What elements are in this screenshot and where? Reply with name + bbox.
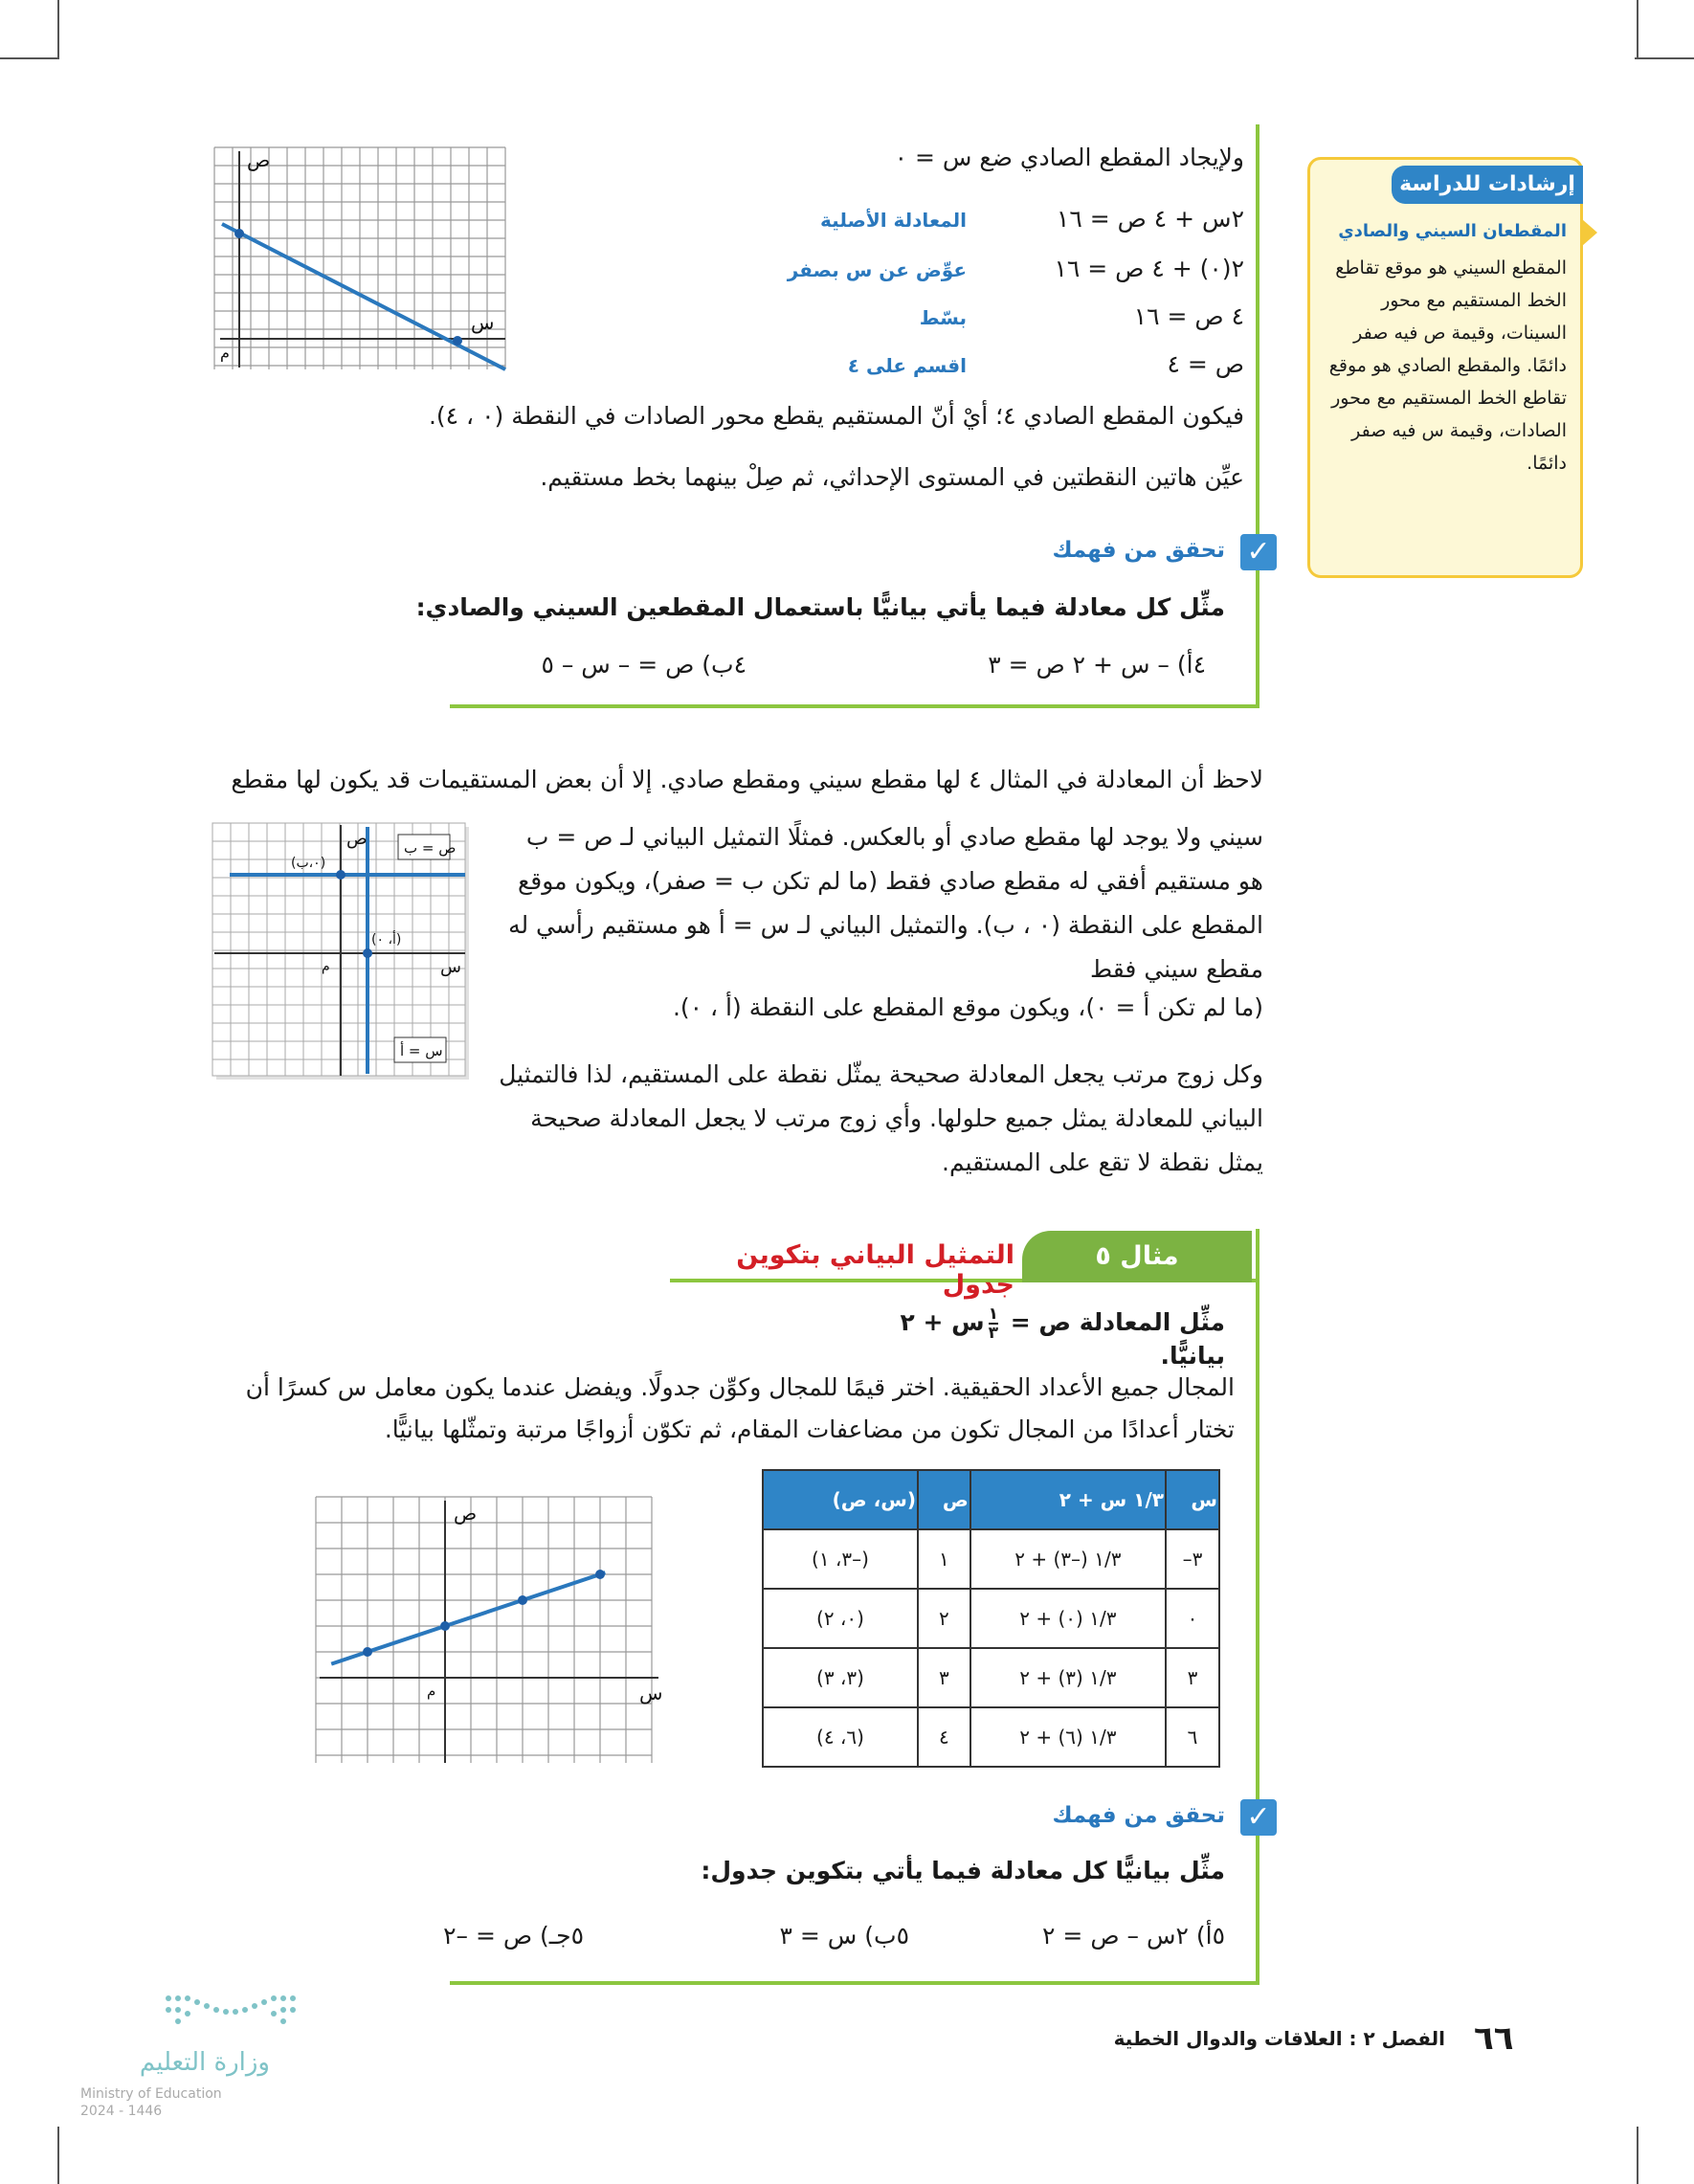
step-equation: ٢س + ٤ ص = ١٦ [1056,205,1244,233]
check-prompt: مثِّل بيانيًّا كل معادلة فيما يأتي بتكوين جدول: [701,1857,1225,1884]
table-cell: ٢ [918,1589,970,1648]
exercise-5b: ٥ب) س = ٣ [779,1922,909,1950]
graph-intercepts [212,145,515,371]
crop-mark [57,2127,59,2184]
x-axis-label: س [440,957,461,977]
sidebar-header: إرشادات للدراسة [1392,166,1583,204]
table-cell: ١/٣ (٠) + ٢ [970,1589,1166,1648]
section-border [450,704,1259,708]
step-note: المعادلة الأصلية [820,209,967,232]
table-row [763,1529,1219,1589]
header-cell: ١/٣ س + ٢ [970,1470,1166,1529]
step-equation: ص = ٤ [1167,350,1244,378]
task-text: س + ٢ بيانيًّا. [900,1308,1225,1370]
intro-line: ولإيجاد المقطع الصادي ضع س = ٠ [894,144,1244,171]
step-note: بسّط [919,306,967,329]
edition-year: 2024 - 1446 [80,2104,163,2119]
table-cell: (٦، ٤) [763,1707,918,1767]
step-equation: ٢(٠) + ٤ ص = ١٦ [1054,255,1244,282]
fraction [989,1305,998,1342]
graph-line [331,1572,605,1663]
example-banner: مثال ٥ [1022,1231,1252,1282]
ministry-name-en: Ministry of Education [80,2086,222,2102]
origin-label: م [220,344,230,362]
y-axis-label: ص [346,829,368,849]
check-label: تحقق من فهمك [1052,538,1225,563]
y-intercept-point [234,229,244,238]
table-cell: ١ [918,1529,970,1589]
plotted-point [518,1595,527,1605]
plotted-point [440,1621,450,1631]
grid [316,1497,652,1763]
plotted-point [595,1570,605,1579]
table-row [763,1707,1219,1767]
ministry-name-ar: وزارة التعليم [139,2048,270,2077]
header-cell: س [1166,1470,1219,1529]
conclusion: فيكون المقطع الصادي ٤؛ أيْ أنّ المستقيم يقطع محور الصادات في النقطة (٠ ، ٤). [428,402,1244,430]
crop-mark [0,57,59,59]
x-intercept-point [363,948,372,958]
table-cell: ٤ [918,1707,970,1767]
step-note: اقسم على ٤ [847,354,967,377]
sidebar-body: المقطع السيني هو موقع تقاطع الخط المستقيم مع محور السينات، وقيمة ص فيه صفر دائمًا. والمقطع الصادي هو موقع تقاطع الخط المستقيم مع محور الصادات، وقيمة س فيه صفر دائمًا. [1328,257,1567,474]
fraction-numerator: ١ [988,1304,999,1324]
exercise-5a: ٥أ) ٢س – ص = ٢ [1042,1922,1225,1950]
section-border [1256,1229,1259,1985]
table-row [763,1589,1219,1648]
y-axis-label: ص [454,1502,478,1525]
table-cell: (٠، ٢) [763,1589,918,1648]
example-task [842,1305,1225,1370]
paragraph-line: (ما لم تكن أ = ٠)، ويكون موقع المقطع على النقطة (أ ، ٠). [672,993,1263,1021]
graph-horizontal-vertical [211,821,479,1083]
exercise-5c: ٥جـ) ص = –٢ [443,1922,584,1950]
x-intercept-point [453,336,462,345]
exercise-4b: ٤ب) ص = – س – ٥ [541,651,747,679]
values-table [762,1469,1220,1768]
table-cell: ١/٣ (٦) + ٢ [970,1707,1166,1767]
example-explanation: المجال جميع الأعداد الحقيقية. اختر قيمًا للمجال وكوِّن جدولًا. ويفضل عندما يكون معامل س كسرًا أن تختار أعدادًا من المجال تكون من مضاعفات المقام، ثم تكوّن أزواجًا مرتبة وتمثّلها بيانيًّا. [245,1373,1235,1443]
table-cell: ١/٣ (–٣) + ٢ [970,1529,1166,1589]
plotted-point [363,1647,372,1657]
table-row [763,1648,1219,1707]
header-cell: ص [918,1470,970,1529]
section-border [450,1981,1259,1985]
chapter-title: الفصل ٢ : العلاقات والدوال الخطية [1113,2027,1445,2050]
paragraph-body: سيني ولا يوجد لها مقطع صادي أو بالعكس. فمثلًا التمثيل البياني لـ ص = ب هو مستقيم أفقي له مقطع صادي فقط (ما لم تكن ب = صفر)، ويكون موقع المقطع على النقطة (٠ ، ب). والتمثيل البياني لـ س = أ هو مستقيم رأسي له مقطع سيني فقط [508,823,1263,983]
y-axis-label: ص [247,148,271,171]
crop-mark [1637,0,1638,59]
example-title: التمثيل البياني بتكوين جدول [736,1240,1014,1300]
graph-table-line [314,1495,693,1767]
ministry-logo-dots [163,1991,316,2025]
table-cell: ٠ [1166,1589,1219,1648]
paragraph-line: لاحظ أن المعادلة في المثال ٤ لها مقطع سيني ومقطع صادي. إلا أن بعض المستقيمات قد يكون لها مقطع [231,766,1263,793]
study-tips-sidebar [1307,157,1583,578]
point-label-a: (أ، ٠) [371,932,402,947]
table-header-row [763,1470,1219,1529]
origin-label: م [322,959,330,974]
section-border [1256,124,1259,708]
sidebar-pointer [1582,219,1597,246]
check-label: تحقق من فهمك [1052,1803,1225,1828]
crop-mark [57,0,59,59]
table-cell: ٦ [1166,1707,1219,1767]
crop-mark [1635,57,1694,59]
table-cell: ٣ [1166,1648,1219,1707]
check-icon: ✓ [1240,534,1277,570]
table-cell: ١/٣ (٣) + ٢ [970,1648,1166,1707]
fraction-denominator: ٣ [988,1324,999,1343]
page-number: ٦٦ [1474,2019,1514,2058]
table-cell: (٣، ٣) [763,1648,918,1707]
task-text: مثِّل المعادلة ص = [1002,1308,1225,1336]
origin-label: م [427,1683,436,1700]
horizontal-line-label: ص = ب [404,839,457,857]
table-cell: ٣– [1166,1529,1219,1589]
step-note: عوِّض عن س بصفر [787,258,967,281]
instruction: عيِّن هاتين النقطتين في المستوى الإحداثي، ثم صِلْ بينهما بخط مستقيم. [540,463,1244,491]
sidebar-subheader: المقطعان السيني والصادي [1338,221,1567,241]
header-cell: (س، ص) [763,1470,918,1529]
table-cell: ٣ [918,1648,970,1707]
plot-line-group [331,1572,605,1663]
exercise-4a: ٤أ) – س + ٢ ص = ٣ [988,651,1206,679]
x-axis-label: س [639,1682,663,1705]
crop-mark [1637,2127,1638,2184]
step-equation: ٤ ص = ١٦ [1133,302,1244,330]
y-intercept-point [336,870,345,880]
check-icon: ✓ [1240,1799,1277,1836]
x-axis-label: س [471,311,495,334]
vertical-line-label: س = أ [400,1042,443,1059]
point-label-b: (٠،ب) [291,856,326,871]
check-prompt: مثِّل كل معادلة فيما يأتي بيانيًّا باستعمال المقطعين السيني والصادي: [415,593,1225,621]
paragraph-solutions: وكل زوج مرتب يجعل المعادلة صحيحة يمثّل نقطة على المستقيم، لذا فالتمثيل البياني للمعادلة يمثل جميع حلولها. وأي زوج مرتب لا يجعل المعادلة صحيحة يمثل نقطة لا تقع على المستقيم. [499,1060,1263,1176]
grid [214,147,505,369]
table-cell: (–٣، ١) [763,1529,918,1589]
